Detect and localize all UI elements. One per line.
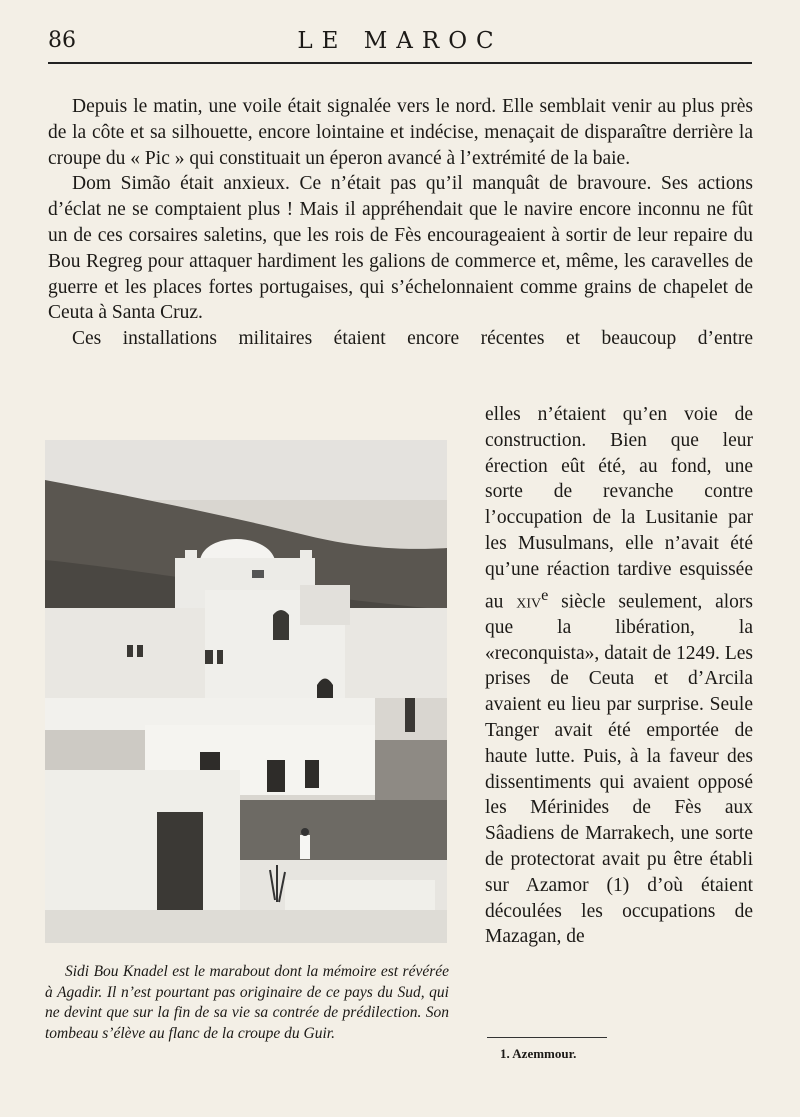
paragraph: Ces installations militaires étaient encore récentes et beaucoup d’entre <box>72 328 753 350</box>
page-header <box>48 28 752 60</box>
running-title: LE MAROC <box>297 28 503 54</box>
paragraph: Dom Simão était anxieux. Ce n’était pas qu’il manquât de bravoure. Ses actions d’éclat ne se comptaient plus ! Mais il appréhendait que le navire encore inconnu ne fût un de ces corsaires saletins, que les rois de Fès encourageaient à sortir de leur repaire du Bou Regreg pour attaquer hardiment les galions de commerce et, même, les caravelles de guerre et les places fortes portugaises, qui s’échelonnaient comme grains de chapelet de Ceuta à Santa Cruz. <box>48 173 753 324</box>
caption-text: Sidi Bou Knadel est le marabout dont la mémoire est révérée à Agadir. Il n’est pourtant pas originaire de ce pays du Sud, qui ne devint que sur la fin de sa vie sa contrée de prédilection. Son tombeau s’élève au flanc de la croupe du Guir. <box>45 963 449 1042</box>
footnote: 1. Azemmour. <box>500 1046 577 1061</box>
column-text-block <box>485 402 753 950</box>
header-rule <box>48 62 752 64</box>
paragraph: Depuis le matin, une voile était signalée vers le nord. Elle semblait venir au plus près de la côte et sa silhouette, encore lointaine et indécise, menaçait de disparaître derrière la croupe du « Pic » qui constituait un éperon avancé à l’extrémité de la baie. <box>48 96 753 169</box>
marabout-photo <box>45 440 447 943</box>
photo-illustration <box>45 440 447 943</box>
column-paragraph <box>485 402 753 950</box>
footnote-rule <box>487 1037 607 1038</box>
page-number: 86 <box>48 28 76 53</box>
century-suffix: e <box>541 585 549 604</box>
top-text-block <box>48 94 753 352</box>
column-text-part-1: elles n’étaient qu’en voie de construction. Bien que leur érection eût été, au fond, une sorte de revanche contre l’occupation de la Lusitanie par les Musulmans, elle n’avait été qu’une réaction tardive esquissée au <box>485 404 753 613</box>
century-numeral: xiv <box>516 591 542 613</box>
photo-caption <box>45 962 449 1044</box>
column-text-part-2: siècle seulement, alors que la libération, la «reconquista», datait de 1249. Les prises de Ceuta et d’Arcila avaient eu lieu par surprise. Seule Tanger avait été emportée de haute lutte. Puis, à la faveur des dissentiments qui avaient opposé les Mérinides de Fès aux Sâadiens de Marrakech, une sorte de protectorat avait pu être établi sur Azamor (1) d’où étaient découlées les occupations de Mazagan, de <box>485 591 753 948</box>
